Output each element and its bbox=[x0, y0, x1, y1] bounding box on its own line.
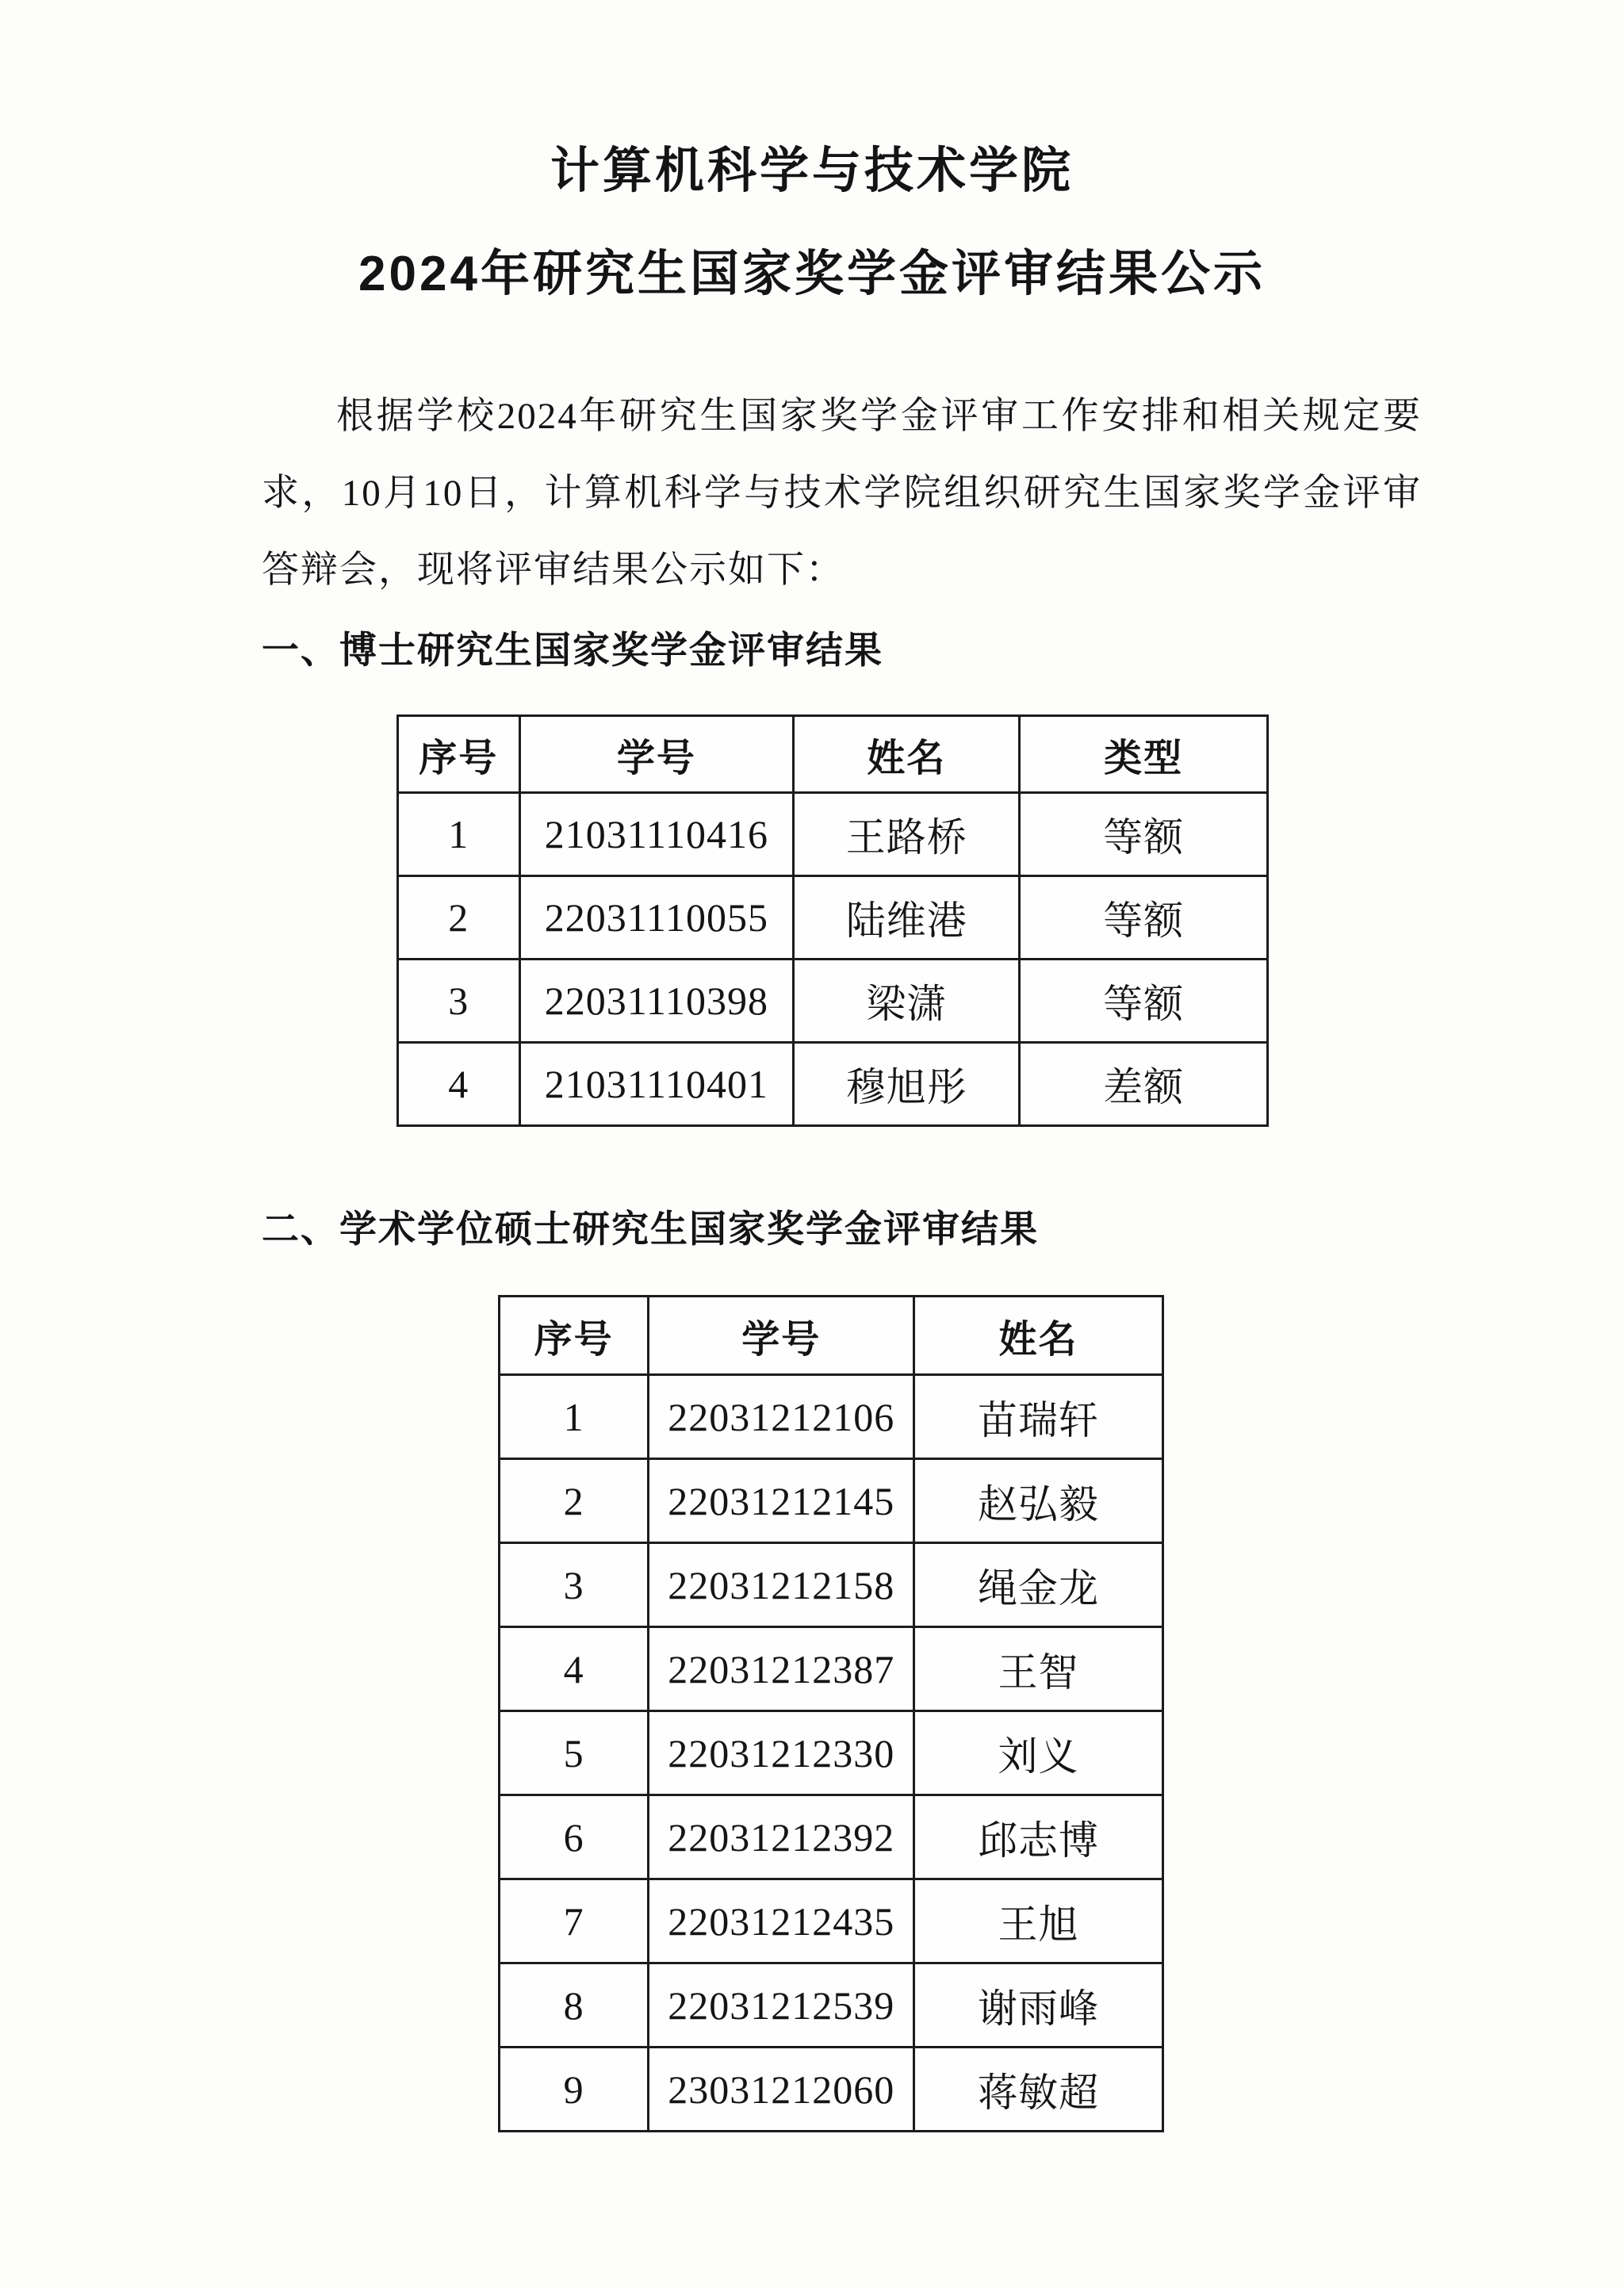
table-row bbox=[500, 1375, 1163, 1459]
table-cell: 4 bbox=[398, 1043, 520, 1126]
table-cell: 1 bbox=[398, 793, 520, 876]
table-cell: 8 bbox=[500, 1963, 649, 2048]
table-cell: 苗瑞轩 bbox=[914, 1375, 1163, 1459]
table-cell: 23031212060 bbox=[649, 2048, 914, 2132]
table-row bbox=[398, 876, 1268, 960]
table-row bbox=[398, 793, 1268, 876]
table-cell: 3 bbox=[398, 960, 520, 1043]
table-row bbox=[500, 1627, 1163, 1711]
table-cell: 21031110401 bbox=[519, 1043, 794, 1126]
table-cell: 3 bbox=[500, 1543, 649, 1627]
column-header: 姓名 bbox=[914, 1297, 1163, 1375]
table-cell: 王路桥 bbox=[794, 793, 1020, 876]
table-cell: 5 bbox=[500, 1711, 649, 1795]
table-cell: 9 bbox=[500, 2048, 649, 2132]
table-cell: 7 bbox=[500, 1879, 649, 1963]
table-cell: 蒋敏超 bbox=[914, 2048, 1163, 2132]
table-cell: 1 bbox=[500, 1375, 649, 1459]
table-row bbox=[398, 960, 1268, 1043]
table-cell: 22031212158 bbox=[649, 1543, 914, 1627]
table-row bbox=[500, 1543, 1163, 1627]
table-row bbox=[500, 1879, 1163, 1963]
table-cell: 22031110055 bbox=[519, 876, 794, 960]
table-cell: 刘义 bbox=[914, 1711, 1163, 1795]
table-cell: 梁潇 bbox=[794, 960, 1020, 1043]
table-row bbox=[500, 1459, 1163, 1543]
document-title-line1: 计算机科学与技术学院 bbox=[550, 144, 1074, 198]
column-header: 类型 bbox=[1020, 716, 1268, 793]
table-cell: 2 bbox=[500, 1459, 649, 1543]
table-row bbox=[398, 1043, 1268, 1126]
table-row bbox=[500, 2048, 1163, 2132]
table-cell: 王智 bbox=[914, 1627, 1163, 1711]
table-cell: 22031212435 bbox=[649, 1879, 914, 1963]
table-cell: 21031110416 bbox=[519, 793, 794, 876]
table-cell: 22031212387 bbox=[649, 1627, 914, 1711]
table-header-row bbox=[500, 1297, 1163, 1375]
table-cell: 穆旭彤 bbox=[794, 1043, 1020, 1126]
table-cell: 22031212106 bbox=[649, 1375, 914, 1459]
column-header: 序号 bbox=[398, 716, 520, 793]
table-cell: 陆维港 bbox=[794, 876, 1020, 960]
table-cell: 22031212392 bbox=[649, 1795, 914, 1879]
table-cell: 22031212330 bbox=[649, 1711, 914, 1795]
intro-paragraph: 根据学校2024年研究生国家奖学金评审工作安排和相关规定要求，10月10日，计算机科学与技术学院组织研究生国家奖学金评审答辩会，现将评审结果公示如下： bbox=[262, 396, 1422, 591]
table-cell: 22031212539 bbox=[649, 1963, 914, 2048]
table-cell: 22031110398 bbox=[519, 960, 794, 1043]
column-header: 学号 bbox=[519, 716, 794, 793]
table-cell: 22031212145 bbox=[649, 1459, 914, 1543]
table-row bbox=[500, 1795, 1163, 1879]
table-cell: 差额 bbox=[1020, 1043, 1268, 1126]
section-heading-masters: 二、学术学位硕士研究生国家奖学金评审结果 bbox=[262, 1208, 1039, 1250]
table-cell: 绳金龙 bbox=[914, 1543, 1163, 1627]
masters-results-table bbox=[498, 1295, 1164, 2132]
document-title-line2: 2024年研究生国家奖学金评审结果公示 bbox=[358, 247, 1266, 301]
table-cell: 等额 bbox=[1020, 960, 1268, 1043]
table-cell: 等额 bbox=[1020, 793, 1268, 876]
table-cell: 6 bbox=[500, 1795, 649, 1879]
column-header: 学号 bbox=[649, 1297, 914, 1375]
phd-results-table bbox=[396, 714, 1269, 1127]
table-cell: 王旭 bbox=[914, 1879, 1163, 1963]
table-cell: 2 bbox=[398, 876, 520, 960]
column-header: 姓名 bbox=[794, 716, 1020, 793]
table-header-row bbox=[398, 716, 1268, 793]
table-cell: 邱志博 bbox=[914, 1795, 1163, 1879]
table-cell: 谢雨峰 bbox=[914, 1963, 1163, 2048]
column-header: 序号 bbox=[500, 1297, 649, 1375]
section-heading-phd: 一、博士研究生国家奖学金评审结果 bbox=[262, 629, 883, 671]
table-cell: 4 bbox=[500, 1627, 649, 1711]
table-row bbox=[500, 1711, 1163, 1795]
table-cell: 赵弘毅 bbox=[914, 1459, 1163, 1543]
table-cell: 等额 bbox=[1020, 876, 1268, 960]
table-row bbox=[500, 1963, 1163, 2048]
